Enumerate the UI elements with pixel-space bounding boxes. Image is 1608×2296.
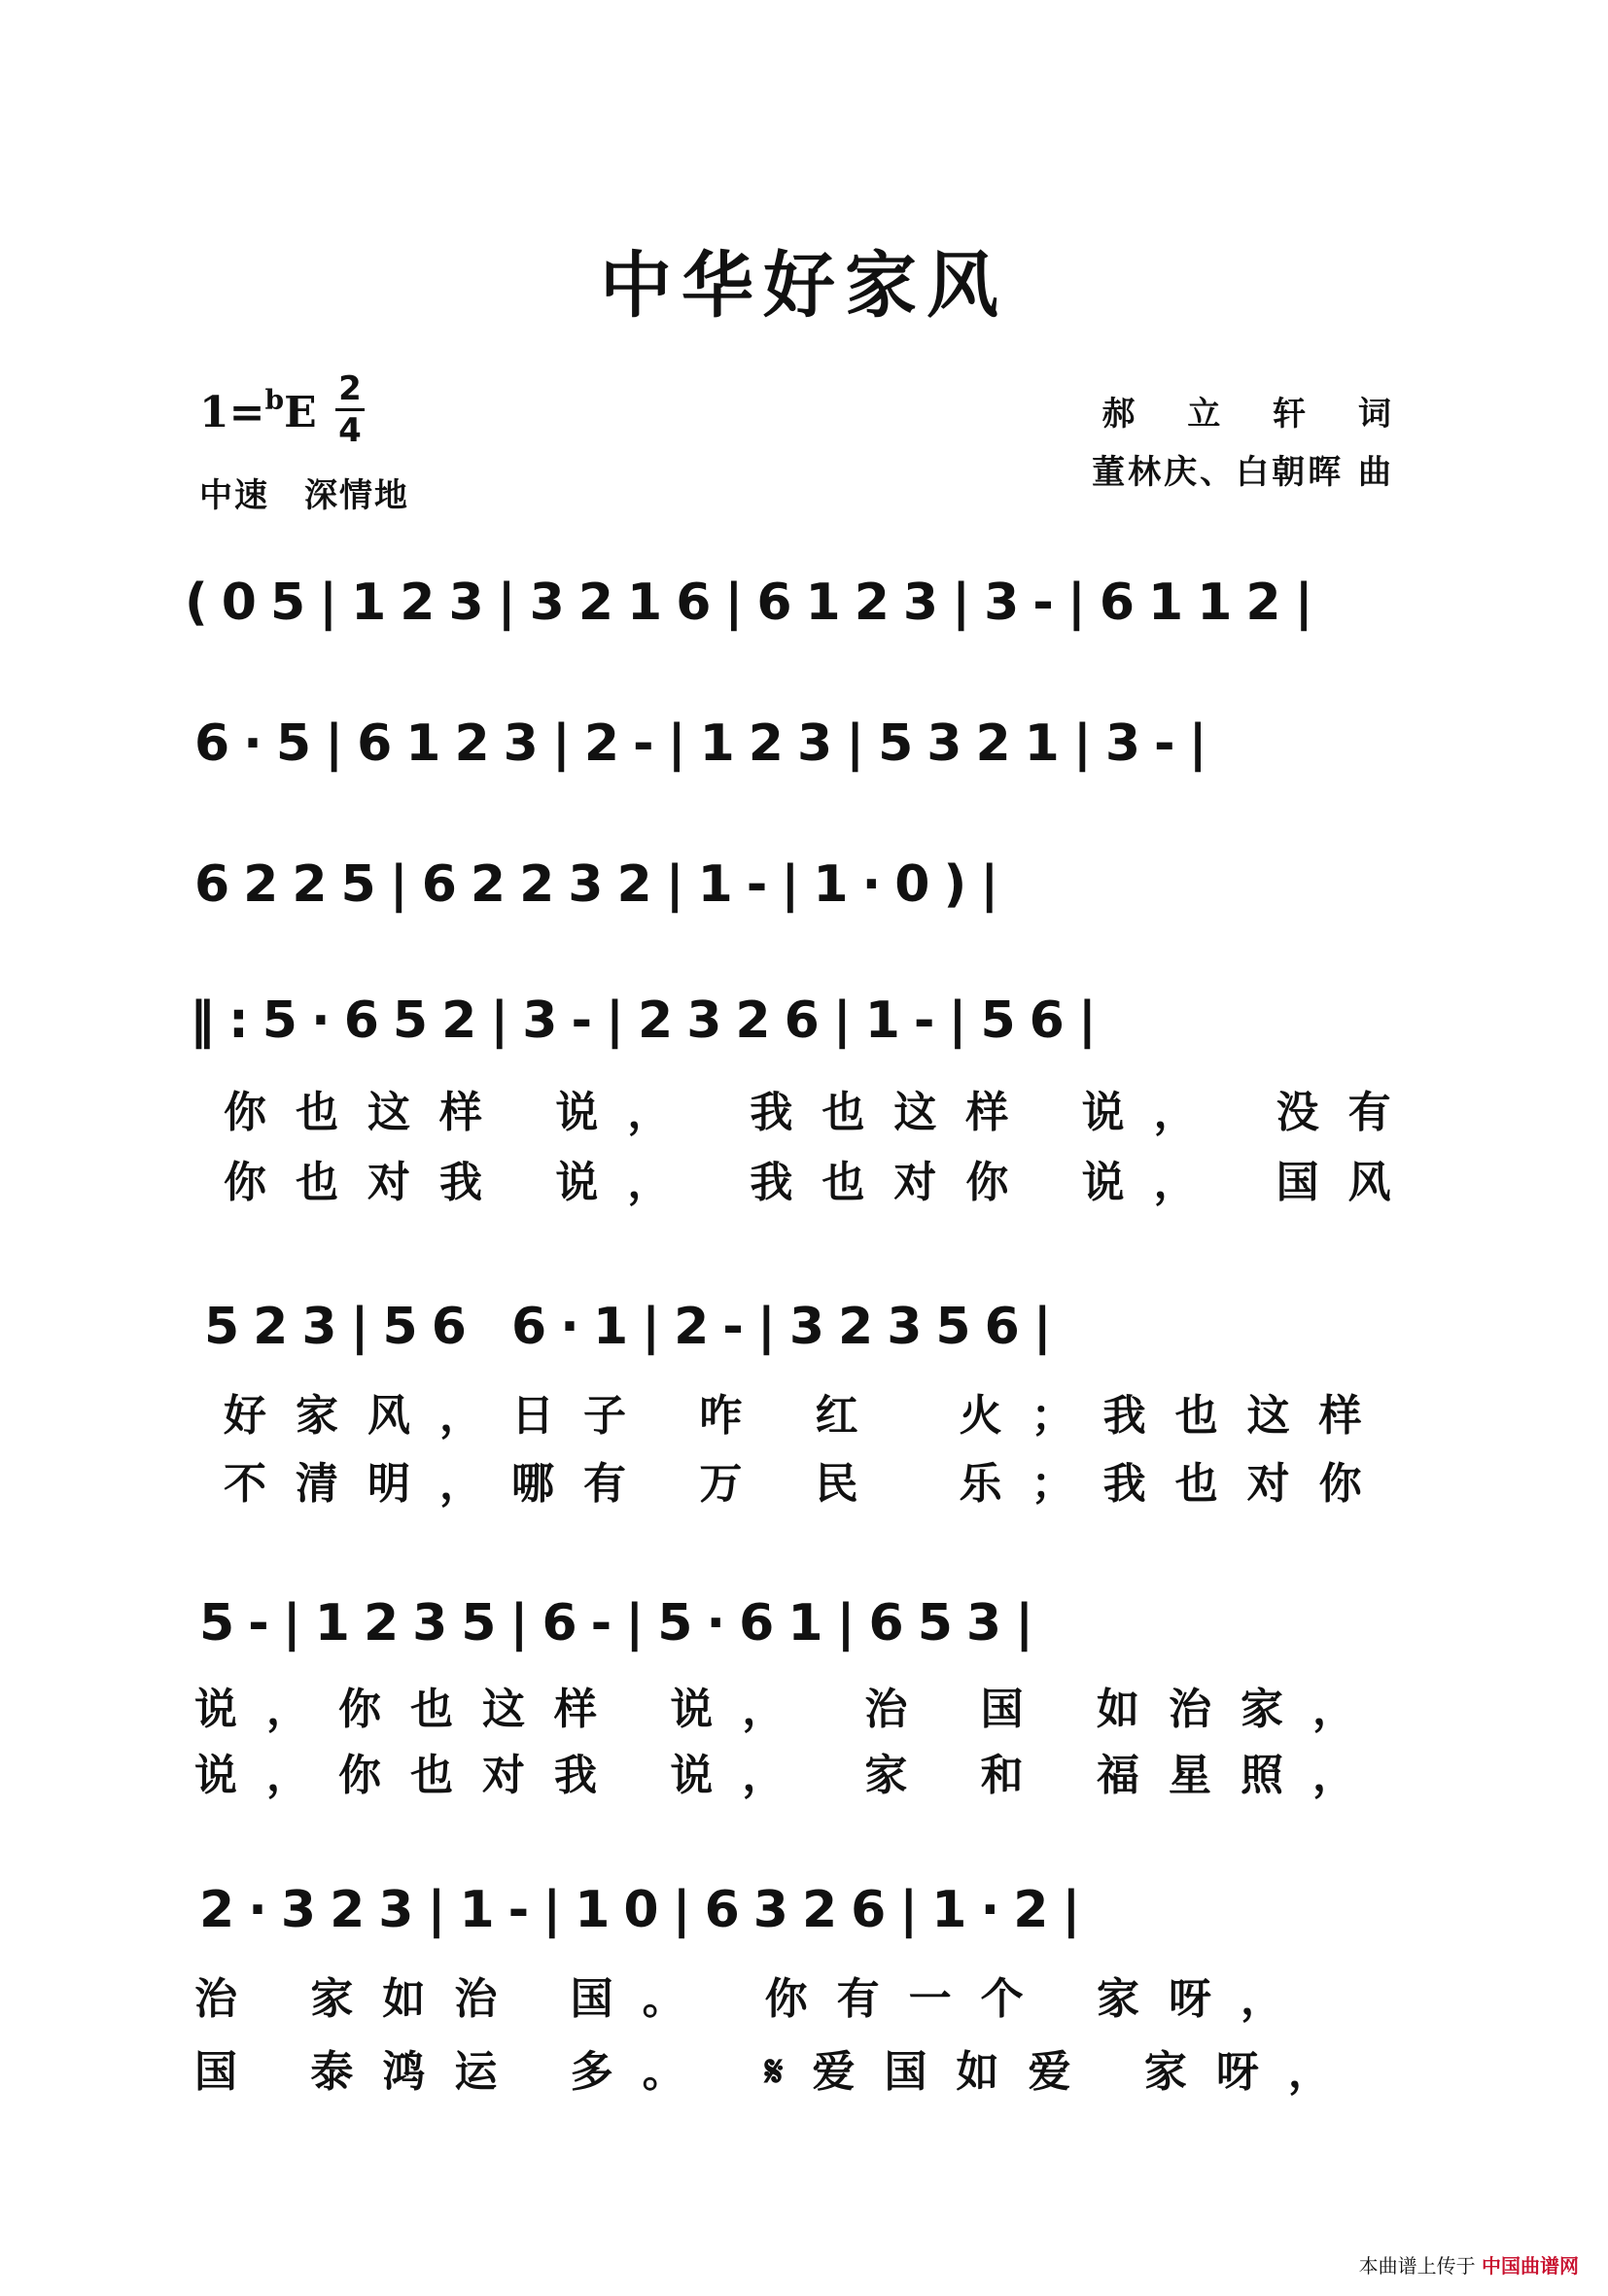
lyric-verse-2: 不清明，哪有 万 民 乐；我也对你 xyxy=(224,1459,1391,1509)
music-system-2 xyxy=(0,714,1608,802)
music-system-1 xyxy=(0,574,1608,661)
notation-line: 2·323|1-|10|6326|1·2| xyxy=(199,1881,1095,1939)
notation-line: 523|56 6·1|2-|32356| xyxy=(204,1298,1066,1356)
lyric-verse-2: 你也对我 说， 我也对你 说， 国风 xyxy=(224,1158,1420,1207)
time-signature: 2 4 xyxy=(335,371,365,448)
music-system-5 xyxy=(0,1298,1608,1385)
composer-credit: 董林庆、白朝晖 曲 xyxy=(1092,453,1394,492)
key-signature: 1=$^b$E xyxy=(199,384,317,437)
lyric-verse-1: 好家风，日子 咋 红 火；我也这样 xyxy=(224,1391,1391,1441)
lyric-verse-1: 你也这样 说， 我也这样 说， 没有 xyxy=(224,1088,1420,1137)
notation-line: (05|123|3216|6123|3-|6112| xyxy=(185,574,1327,632)
music-system-7 xyxy=(0,1881,1608,1968)
notation-line: 5-|1235|6-|5·61|653| xyxy=(199,1594,1048,1652)
song-title: 中华好家风 xyxy=(600,244,1008,328)
lyricist-credit: 郝 立 轩 词 xyxy=(1101,395,1394,434)
music-system-4 xyxy=(0,991,1608,1079)
music-system-3 xyxy=(0,855,1608,943)
site-logo-text: 中国曲谱网 xyxy=(1482,2254,1579,2278)
notation-line: 6·5|6123|2-|123|5321|3-| xyxy=(194,714,1221,773)
source-footer: 本曲谱上传于 中国曲谱网 xyxy=(1358,2254,1579,2278)
notation-line: ‖:5·652|3-|2326|1-|56| xyxy=(190,991,1110,1050)
lyric-verse-1: 说，你也这样 说， 治 国 如治家， xyxy=(194,1685,1384,1734)
music-system-6 xyxy=(0,1594,1608,1682)
notation-line: 6225|62232|1-|1·0)| xyxy=(194,855,1013,914)
tempo-marking: 中速 深情地 xyxy=(199,476,409,515)
lyric-verse-1: 治 家如治 国。 你有一个 家呀， xyxy=(194,1974,1312,2024)
lyric-verse-2: 国 泰鸿运 多。 𝄋爱国如爱 家呀， xyxy=(194,2047,1360,2097)
lyric-verse-2: 说，你也对我 说， 家 和 福星照， xyxy=(194,1751,1384,1800)
